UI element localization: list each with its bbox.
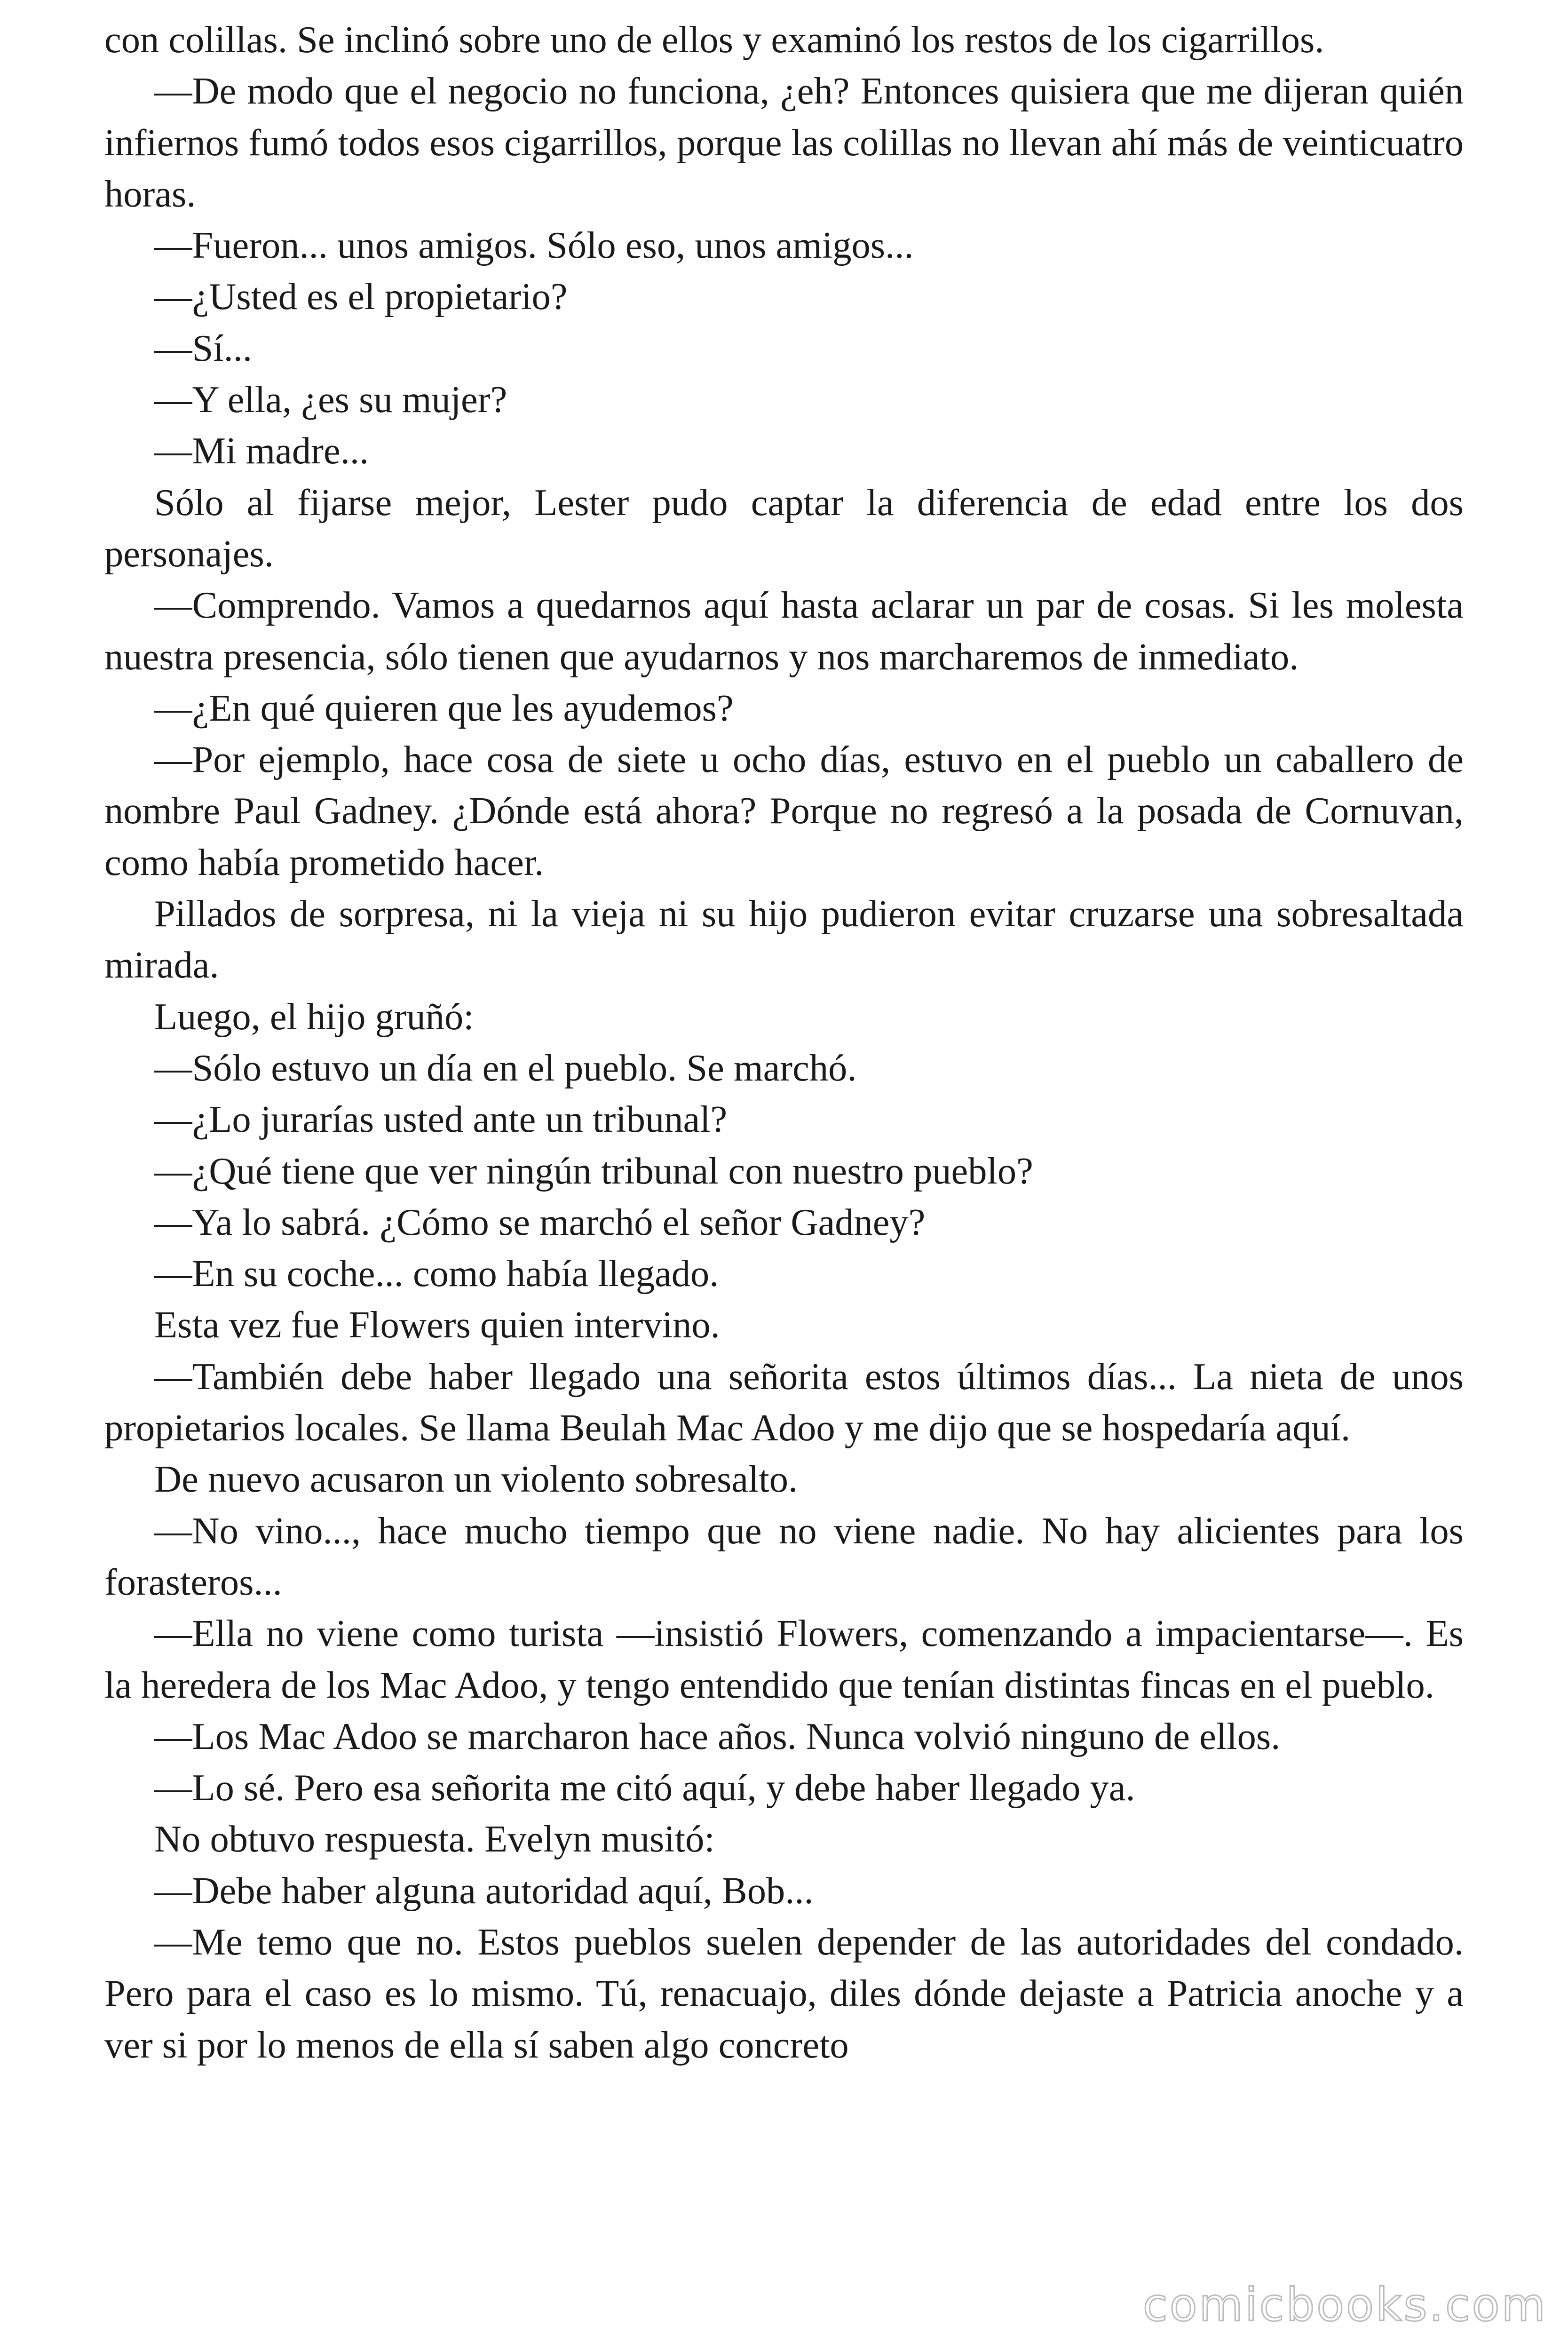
paragraph: Sólo al fijarse mejor, Lester pudo captar la diferencia de edad entre los dos personajes.: [104, 481, 1464, 575]
paragraph: Luego, el hijo gruñó:: [154, 995, 474, 1038]
paragraph: —¿Lo jurarías usted ante un tribunal?: [154, 1098, 728, 1141]
paragraph: —¿En qué quieren que les ayudemos?: [154, 687, 734, 729]
paragraph: —Y ella, ¿es su mujer?: [154, 379, 507, 421]
paragraph: —Por ejemplo, hace cosa de siete u ocho días, estuvo en el pueblo un caballero de nombre Paul Gadney. ¿Dónde está ahora? Porque no regresó a la posada de Cornuvan, como había prometido hacer.: [104, 739, 1464, 883]
paragraph: —Me temo que no. Estos pueblos suelen depender de las autoridades del condado. Pero para el caso es lo mismo. Tú, renacuajo, diles dónde dejaste a Patricia anoche y a ver si por lo menos de ella sí saben algo concreto: [104, 1921, 1464, 2066]
paragraph: —¿Usted es el propietario?: [154, 276, 568, 318]
paragraph: —También debe haber llegado una señorita estos últimos días... La nieta de unos propietarios locales. Se llama Beulah Mac Adoo y me dijo que se hospedaría aquí.: [104, 1355, 1464, 1449]
paragraph: —Ella no viene como turista —insistió Flowers, comenzando a impacientarse—. Es la heredera de los Mac Adoo, y tengo entendido que tenían distintas fincas en el pueblo.: [104, 1613, 1464, 1706]
paragraph: —Sí...: [154, 327, 253, 369]
paragraph: —Debe haber alguna autoridad aquí, Bob...: [154, 1869, 814, 1912]
watermark-logo: comicbooks.com: [1143, 2279, 1548, 2331]
paragraph: —¿Qué tiene que ver ningún tribunal con nuestro pueblo?: [154, 1150, 1033, 1192]
paragraph: —Mi madre...: [154, 430, 369, 472]
paragraph: —Fueron... unos amigos. Sólo eso, unos amigos...: [154, 224, 914, 267]
paragraph: Pillados de sorpresa, ni la vieja ni su hijo pudieron evitar cruzarse una sobresaltada mirada.: [104, 893, 1464, 986]
paragraph: —En su coche... como había llegado.: [154, 1253, 719, 1295]
book-page-text: [104, 14, 1464, 2071]
paragraph: —Lo sé. Pero esa señorita me citó aquí, y debe haber llegado ya.: [154, 1767, 1135, 1809]
paragraph: No obtuvo respuesta. Evelyn musitó:: [154, 1818, 715, 1860]
paragraph: —De modo que el negocio no funciona, ¿eh? Entonces quisiera que me dijeran quién infiernos fumó todos esos cigarrillos, porque las colillas no llevan ahí más de veinticuatro horas.: [104, 70, 1464, 215]
paragraph: —No vino..., hace mucho tiempo que no viene nadie. No hay alicientes para los forasteros...: [104, 1510, 1464, 1603]
paragraph: Esta vez fue Flowers quien intervino.: [154, 1304, 720, 1346]
paragraph: —Los Mac Adoo se marcharon hace años. Nunca volvió ninguno de ellos.: [154, 1715, 1281, 1757]
paragraph-continuation: con colillas. Se inclinó sobre uno de ellos y examinó los restos de los cigarrillos.: [104, 19, 1324, 61]
paragraph: —Comprendo. Vamos a quedarnos aquí hasta aclarar un par de cosas. Si les molesta nuestra presencia, sólo tienen que ayudarnos y nos marcharemos de inmediato.: [104, 584, 1464, 678]
paragraph: —Ya lo sabrá. ¿Cómo se marchó el señor Gadney?: [154, 1201, 926, 1243]
paragraph: —Sólo estuvo un día en el pueblo. Se marchó.: [154, 1047, 857, 1089]
paragraph: De nuevo acusaron un violento sobresalto.: [154, 1458, 798, 1501]
